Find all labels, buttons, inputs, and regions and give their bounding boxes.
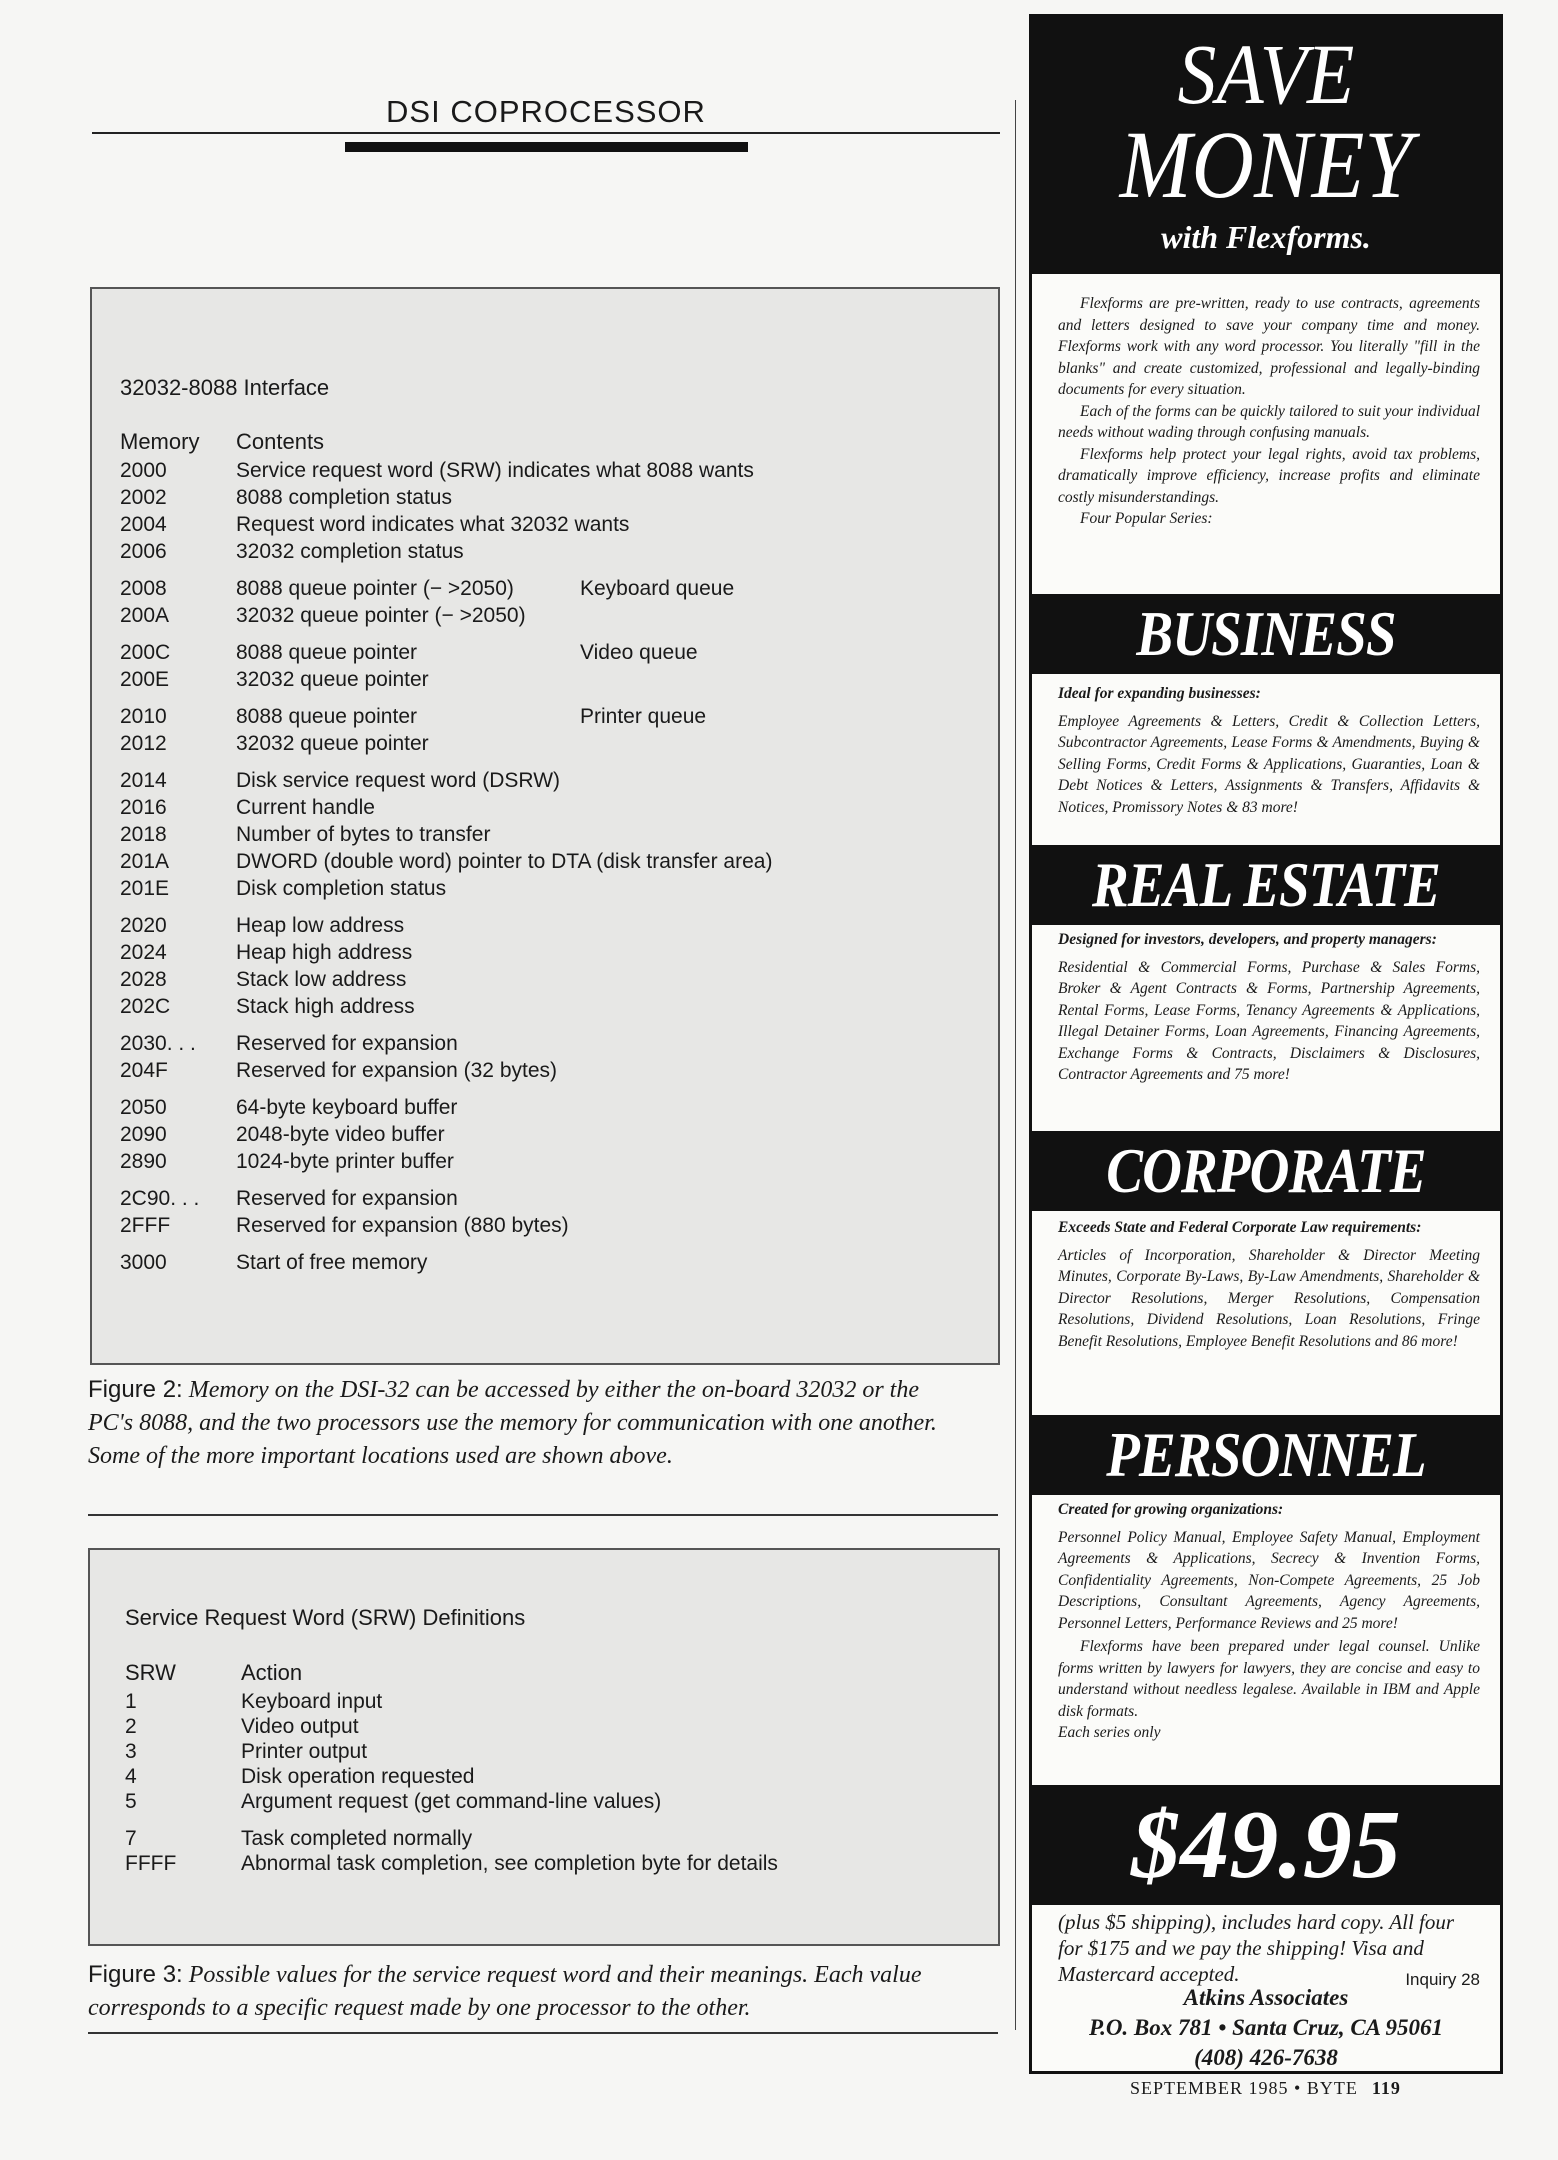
memory-contents: 2048-byte video buffer [236, 1123, 445, 1146]
corporate-subtitle: Exceeds State and Federal Corporate Law requirements: [1058, 1219, 1422, 1236]
memory-contents: 32032 queue pointer [236, 668, 429, 691]
personnel-band-title: PERSONNEL [1106, 1419, 1426, 1490]
ad-headline-save: SAVE [1177, 26, 1355, 122]
corporate-band [1032, 1131, 1500, 1211]
memory-contents: Request word indicates what 32032 wants [236, 513, 630, 536]
memory-contents: 1024-byte printer buffer [236, 1150, 454, 1173]
srw-code: 2 [125, 1715, 137, 1738]
memory-address: 2FFF [120, 1214, 171, 1237]
figure2-caption [88, 1373, 948, 1473]
action-column-header: Action [241, 1660, 303, 1685]
figure3-title: Service Request Word (SRW) Definitions [125, 1605, 526, 1630]
business-band [1032, 594, 1500, 674]
ad-address-block [1032, 1983, 1500, 2073]
ad-address: P.O. Box 781 • Santa Cruz, CA 95061 [1088, 2015, 1443, 2040]
memory-address: 2000 [120, 459, 167, 482]
business-section [1058, 683, 1480, 818]
memory-address: 2028 [120, 968, 167, 991]
memory-address: 2890 [120, 1150, 167, 1173]
memory-contents: Stack high address [236, 995, 415, 1018]
memory-contents: Reserved for expansion [236, 1187, 458, 1210]
memory-address: 3000 [120, 1251, 167, 1274]
memory-contents: Heap high address [236, 941, 413, 964]
memory-address: 2024 [120, 941, 167, 964]
figure2-caption-text: Memory on the DSI-32 can be accessed by either the on-board 32032 or the PC's 8088, and the two processors use the memory for communication with one another. Some of the more important locations used are shown above. [88, 1377, 937, 1469]
ad-intro-p3: Flexforms help protect your legal rights, avoid tax problems, dramatically improve efficiency, increase profits and eliminate costly misunderstandings. [1058, 445, 1480, 506]
srw-action: Abnormal task completion, see completion byte for details [241, 1852, 778, 1875]
memory-address: 2014 [120, 769, 167, 792]
personnel-section [1058, 1499, 1480, 1744]
real-estate-section [1058, 929, 1480, 1086]
business-body: Employee Agreements & Letters, Credit & Collection Letters, Subcontractor Agreements, Lease Forms & Amendments, Buying & Selling Forms, Credit Forms & Applications, Guaranties, Loan & Debt Notices & Letters, Assignments & Transfers, Affidavits & Notices, Promissory Notes & 83 more! [1058, 712, 1480, 816]
srw-code: 5 [125, 1790, 137, 1813]
ad-headline-block [1032, 17, 1500, 274]
ad-company: Atkins Associates [1183, 1985, 1349, 2010]
flexforms-ad [1029, 14, 1503, 2074]
figure3-caption-rule [88, 2032, 998, 2034]
memory-contents: Service request word (SRW) indicates what 8088 wants [236, 459, 754, 482]
srw-code: FFFF [125, 1852, 177, 1875]
page-number: 119 [1371, 2078, 1401, 2098]
srw-action: Keyboard input [241, 1690, 383, 1713]
srw-action: Printer output [241, 1740, 368, 1763]
page-footer [1130, 2078, 1401, 2099]
memory-column-header: Memory [120, 429, 200, 454]
memory-contents: Disk completion status [236, 877, 447, 900]
personnel-body: Personnel Policy Manual, Employee Safety Manual, Employment Agreements & Applications, Secrecy & Invention Forms, Confidentiality Agreements, Non-Compete Agreements, 25 Job Descriptions, Consultant Agreements, Agency Agreements, Personnel Letters, Performance Reviews and 25 more! [1058, 1528, 1480, 1632]
ad-intro-p4: Four Popular Series: [1080, 510, 1213, 527]
srw-action: Task completed normally [241, 1827, 473, 1850]
memory-contents: 32032 queue pointer [236, 732, 429, 755]
memory-address: 2008 [120, 577, 167, 600]
memory-contents: Current handle [236, 796, 375, 819]
memory-address: 2030. . . [120, 1032, 196, 1055]
ad-closing-p1: Flexforms have been prepared under legal counsel. Unlike forms written by lawyers for lawyers, they are concise and easy to understand without needless legalese. Available in IBM and Apple disk formats. [1058, 1638, 1480, 1720]
header-rule [92, 132, 1000, 134]
memory-address: 2004 [120, 513, 167, 536]
memory-address: 2010 [120, 705, 167, 728]
memory-address: 2090 [120, 1123, 167, 1146]
srw-code: 3 [125, 1740, 137, 1763]
corporate-band-title: CORPORATE [1106, 1135, 1426, 1206]
figure2-caption-rule [88, 1514, 998, 1516]
header-bar [345, 142, 748, 152]
memory-contents: 64-byte keyboard buffer [236, 1096, 458, 1119]
column-divider [1015, 100, 1016, 2030]
memory-address: 2020 [120, 914, 167, 937]
memory-contents: DWORD (double word) pointer to DTA (disk transfer area) [236, 850, 773, 873]
ad-inquiry: Inquiry 28 [1405, 1970, 1480, 1989]
memory-contents: 8088 queue pointer (− >2050) [236, 577, 514, 600]
memory-address: 201A [120, 850, 170, 873]
real-estate-band-title: REAL ESTATE [1092, 849, 1440, 920]
memory-contents: Stack low address [236, 968, 407, 991]
memory-queue-note: Keyboard queue [580, 577, 735, 600]
memory-contents: Disk service request word (DSRW) [236, 769, 561, 792]
memory-contents: 8088 queue pointer [236, 705, 417, 728]
figure3-box [88, 1548, 1000, 1946]
srw-code: 1 [125, 1690, 137, 1713]
ad-shipping [1058, 1909, 1480, 1993]
memory-contents: 32032 completion status [236, 540, 464, 563]
memory-address: 2016 [120, 796, 167, 819]
memory-contents: Heap low address [236, 914, 405, 937]
business-subtitle: Ideal for expanding businesses: [1058, 685, 1261, 702]
memory-address: 2C90. . . [120, 1187, 200, 1210]
business-band-title: BUSINESS [1136, 598, 1396, 669]
srw-code: 4 [125, 1765, 137, 1788]
ad-intro-p1: Flexforms are pre-written, ready to use contracts, agreements and letters designed to save your company time and money. Flexforms work with any word processor. You literally "fill in the blanks" and create customized, professional and legally-binding documents for every situation. [1058, 295, 1480, 398]
ad-closing-p2: Each series only [1058, 1724, 1161, 1741]
contents-column-header: Contents [236, 429, 325, 454]
figure2-title: 32032-8088 Interface [120, 375, 330, 400]
personnel-band [1032, 1415, 1500, 1495]
memory-contents: Reserved for expansion [236, 1032, 458, 1055]
ad-phone: (408) 426-7638 [1194, 2045, 1338, 2070]
ad-shipping-text: (plus $5 shipping), includes hard copy. All four for $175 and we pay the shipping! Visa and Mastercard accepted. [1058, 1910, 1455, 1986]
memory-address: 2002 [120, 486, 167, 509]
memory-contents: Reserved for expansion (880 bytes) [236, 1214, 569, 1237]
memory-address: 2050 [120, 1096, 167, 1119]
real-estate-band [1032, 845, 1500, 925]
memory-contents: 32032 queue pointer (− >2050) [236, 604, 526, 627]
memory-address: 2012 [120, 732, 167, 755]
memory-address: 200A [120, 604, 170, 627]
srw-code: 7 [125, 1827, 137, 1850]
memory-queue-note: Printer queue [580, 705, 707, 728]
ad-intro-p2: Each of the forms can be quickly tailored to suit your individual needs without wading through confusing manuals. [1058, 402, 1480, 441]
figure3-caption [88, 1958, 948, 2025]
srw-action: Argument request (get command-line values) [241, 1790, 662, 1813]
ad-headline-sub: with Flexforms. [1161, 219, 1371, 255]
footer-issue: SEPTEMBER 1985 • BYTE [1130, 2078, 1358, 2098]
memory-address: 2018 [120, 823, 167, 846]
figure2-box [90, 287, 1000, 1365]
memory-address: 200C [120, 641, 171, 664]
memory-address: 201E [120, 877, 170, 900]
price-text: $49.95 [1131, 1791, 1401, 1899]
srw-action: Video output [241, 1715, 359, 1738]
memory-contents: Number of bytes to transfer [236, 823, 491, 846]
memory-address: 200E [120, 668, 170, 691]
memory-address: 204F [120, 1059, 168, 1082]
personnel-subtitle: Created for growing organizations: [1058, 1501, 1284, 1518]
figure2-caption-lead: Figure 2: [88, 1376, 183, 1403]
memory-address: 202C [120, 995, 171, 1018]
memory-address: 2006 [120, 540, 167, 563]
memory-contents: Start of free memory [236, 1251, 428, 1274]
corporate-body: Articles of Incorporation, Shareholder & Director Meeting Minutes, Corporate By-Laws, By-Law Amendments, Shareholder & Director Resolutions, Merger Resolutions, Compensation Resolutions, Dividend Resolutions, Loan Resolutions, Fringe Benefit Resolutions, Employee Benefit Resolutions and 86 more! [1058, 1246, 1480, 1350]
srw-action: Disk operation requested [241, 1765, 475, 1788]
memory-queue-note: Video queue [580, 641, 698, 664]
real-estate-body: Residential & Commercial Forms, Purchase & Sales Forms, Broker & Agent Contracts & Forms, Partnership Agreements, Rental Forms, Lease Forms, Tenancy Agreements & Applications, Illegal Detainer Forms, Loan Agreements, Financing Agreements, Exchange Forms & Contracts, Disclaimers & Disclosures, Contractor Agreements and 75 more! [1058, 958, 1480, 1083]
ad-intro [1058, 293, 1480, 530]
ad-headline-money: MONEY [1119, 111, 1413, 218]
figure3-caption-text: Possible values for the service request word and their meanings. Each value corresponds to a specific request made by one processor to the other. [88, 1962, 922, 2021]
memory-contents: 8088 completion status [236, 486, 452, 509]
real-estate-subtitle: Designed for investors, developers, and property managers: [1058, 931, 1437, 948]
corporate-section [1058, 1217, 1480, 1352]
srw-column-header: SRW [125, 1660, 176, 1685]
section-title: DSI COPROCESSOR [386, 94, 706, 129]
price-band [1032, 1785, 1500, 1905]
figure3-caption-lead: Figure 3: [88, 1961, 183, 1988]
memory-contents: 8088 queue pointer [236, 641, 417, 664]
memory-contents: Reserved for expansion (32 bytes) [236, 1059, 557, 1082]
